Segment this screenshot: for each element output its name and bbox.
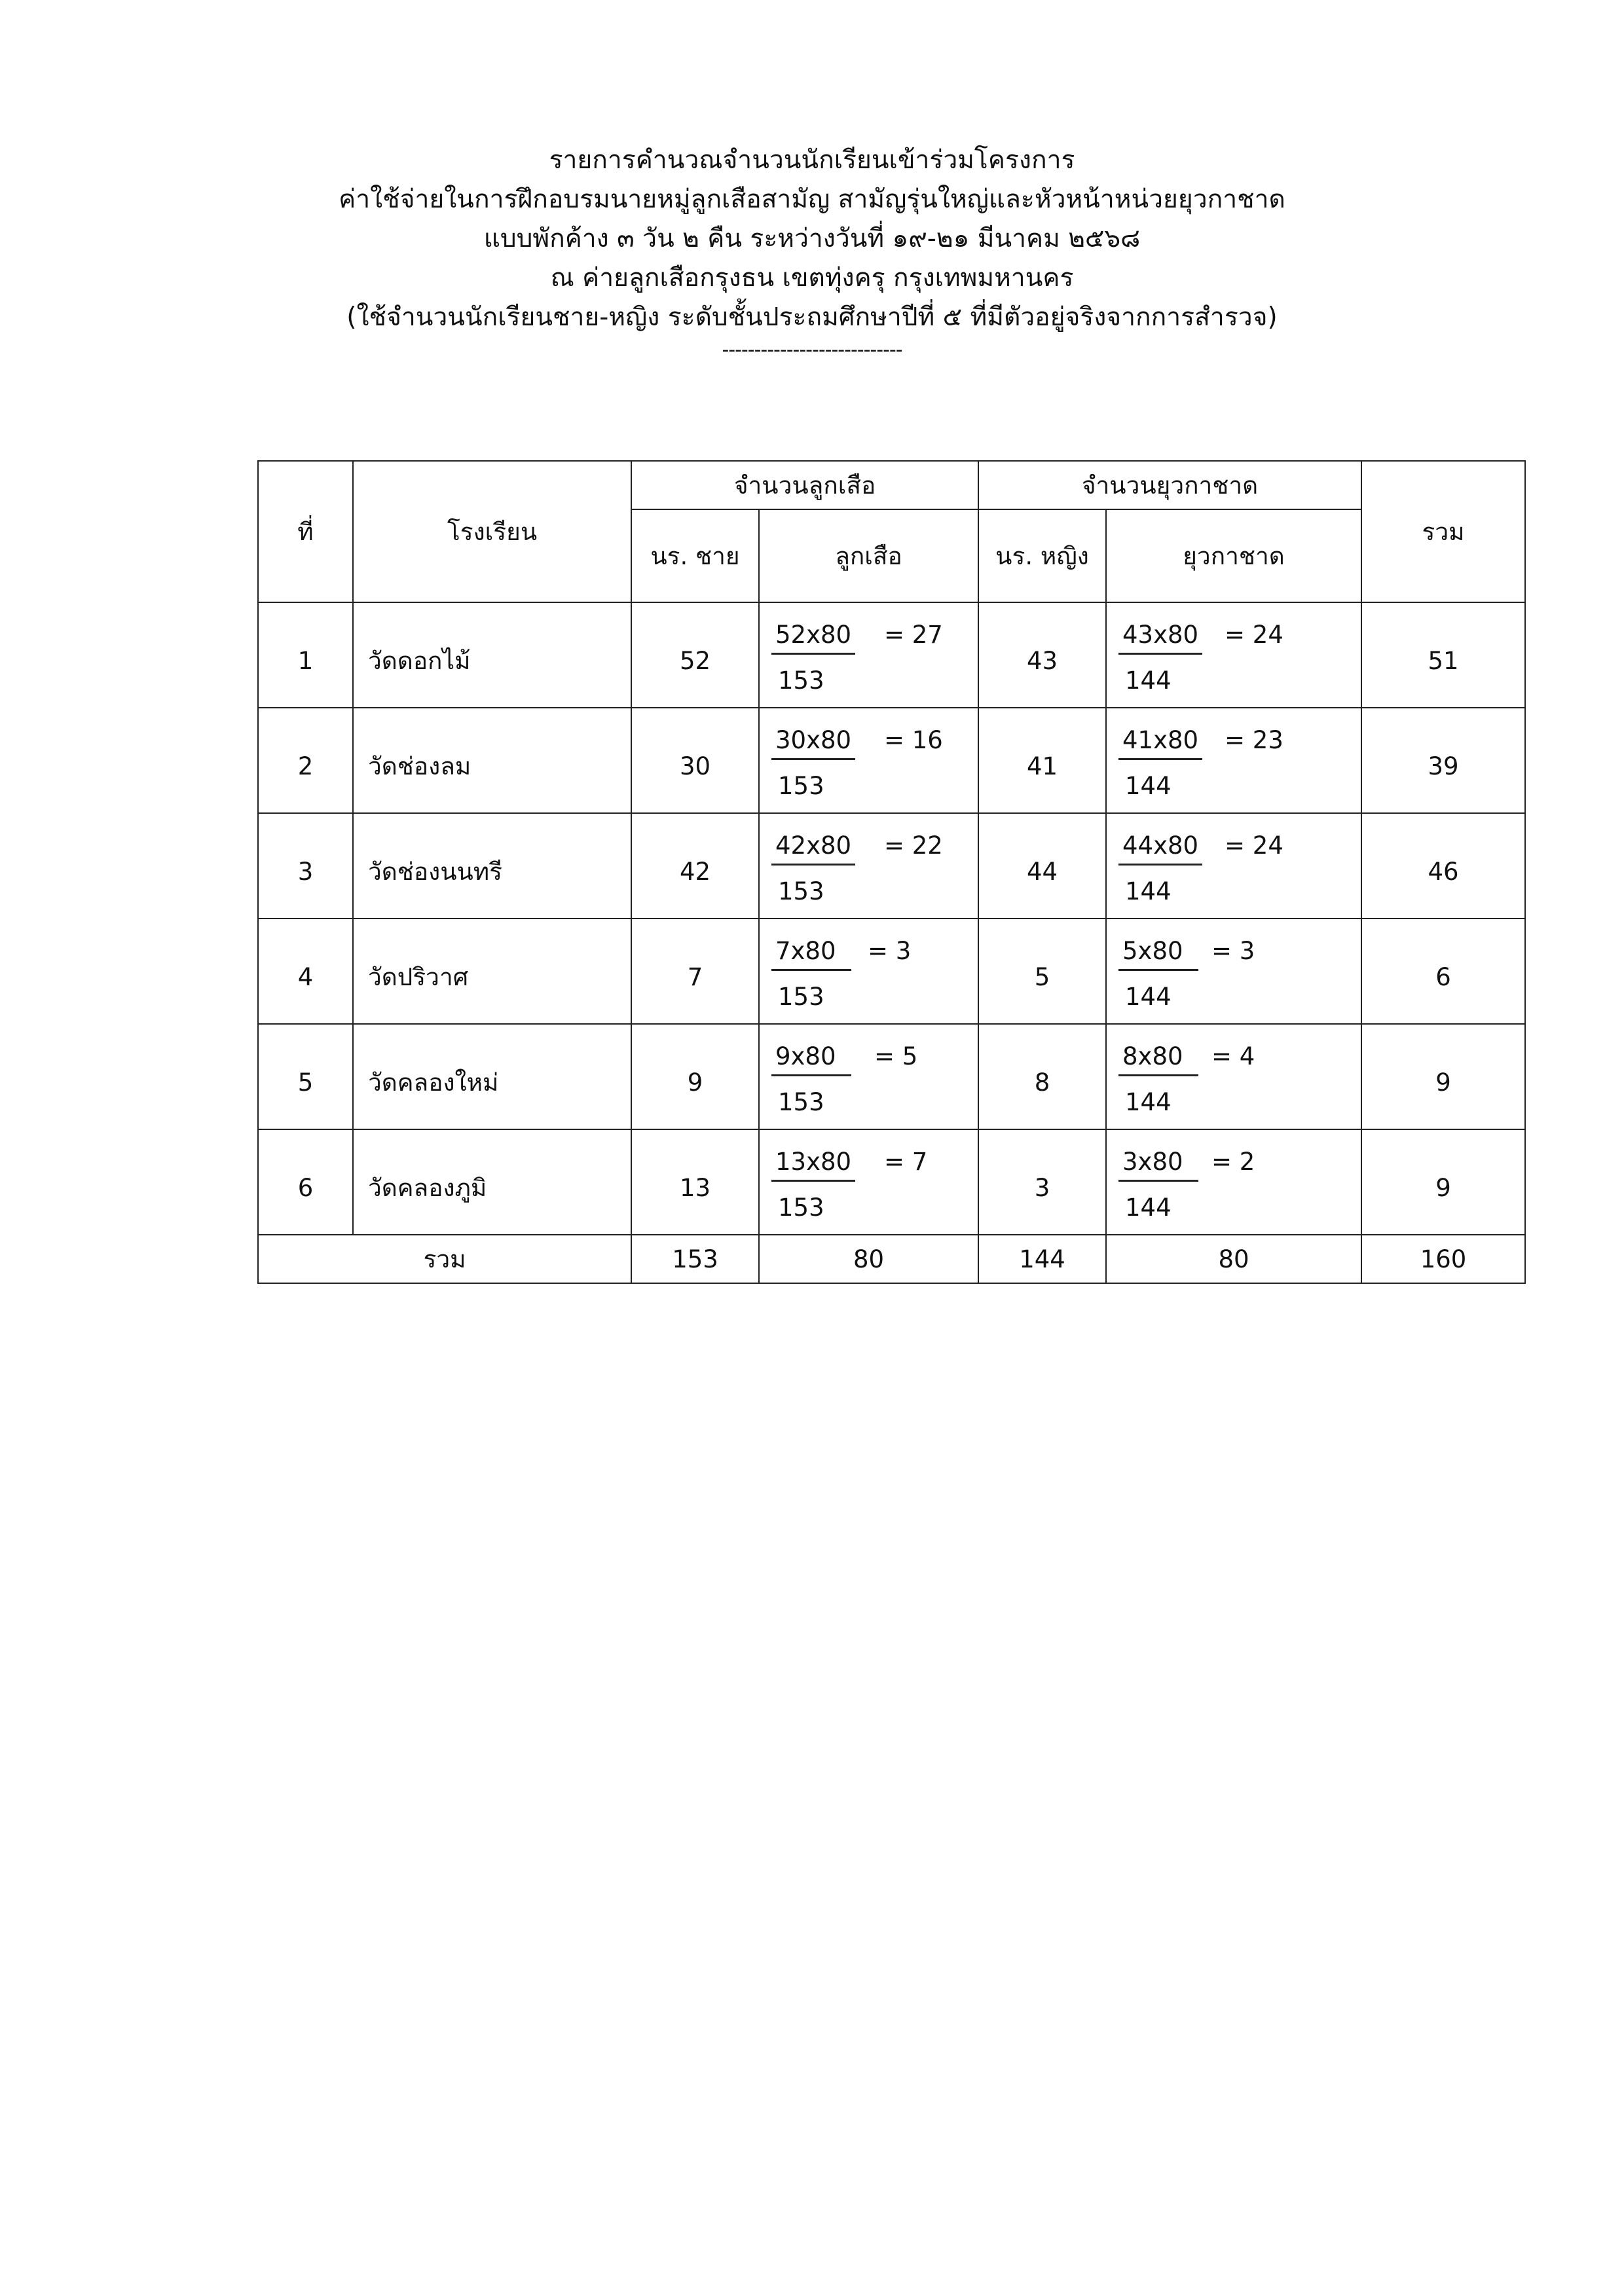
row-school: วัดดอกไม้ [353,602,631,708]
sum-redcross: 80 [1106,1235,1361,1283]
redcross-numerator: 43x80 [1118,621,1202,655]
row-female: 5 [978,919,1106,1024]
row-redcross-calc [1106,1129,1361,1235]
redcross-numerator: 5x80 [1118,937,1198,971]
row-scout-calc [759,919,978,1024]
scout-denominator: 153 [778,772,824,800]
row-school: วัดคลองใหม่ [353,1024,631,1129]
table-row [258,813,1525,919]
row-male: 42 [631,813,759,919]
row-male: 52 [631,602,759,708]
redcross-result: = 3 [1211,937,1255,965]
scout-denominator: 153 [778,666,824,695]
redcross-denominator: 144 [1125,983,1172,1011]
col-female-header: นร. หญิง [978,509,1106,602]
scout-numerator: 30x80 [771,726,855,760]
row-male: 9 [631,1024,759,1129]
table-row [258,919,1525,1024]
scout-denominator: 153 [778,1088,824,1116]
row-total: 9 [1361,1129,1525,1235]
col-male-header: นร. ชาย [631,509,759,602]
sum-total: 160 [1361,1235,1525,1283]
scout-result: = 22 [884,831,943,860]
scout-result: = 5 [874,1042,918,1070]
redcross-result: = 24 [1225,831,1283,860]
table-row [258,1129,1525,1235]
row-scout-calc [759,602,978,708]
title-line-1: รายการคำนวณจำนวนนักเรียนเข้าร่วมโครงการ [549,145,1075,175]
title-line-5: (ใช้จำนวนนักเรียนชาย-หญิง ระดับชั้นประถมศึกษาปีที่ ๕ ที่มีตัวอยู่จริงจากการสำรวจ) [346,302,1278,332]
scout-numerator: 13x80 [771,1148,855,1182]
redcross-numerator: 8x80 [1118,1042,1198,1076]
row-female: 43 [978,602,1106,708]
sum-scout: 80 [759,1235,978,1283]
row-total: 9 [1361,1024,1525,1129]
row-school: วัดช่องลม [353,708,631,813]
row-female: 44 [978,813,1106,919]
row-no: 4 [258,919,353,1024]
row-scout-calc [759,813,978,919]
row-school: วัดคลองภูมิ [353,1129,631,1235]
scout-numerator: 42x80 [771,831,855,866]
redcross-denominator: 144 [1125,1194,1172,1222]
redcross-numerator: 44x80 [1118,831,1202,866]
scout-result: = 27 [884,621,943,649]
scout-denominator: 153 [778,983,824,1011]
row-male: 30 [631,708,759,813]
title-line-2: ค่าใช้จ่ายในการฝึกอบรมนายหมู่ลูกเสือสามัญ สามัญรุ่นใหญ่และหัวหน้าหน่วยยุวกาชาด [339,185,1285,214]
row-female: 3 [978,1129,1106,1235]
redcross-numerator: 3x80 [1118,1148,1198,1182]
row-no: 1 [258,602,353,708]
redcross-denominator: 144 [1125,772,1172,800]
row-total: 6 [1361,919,1525,1024]
scout-result: = 3 [868,937,912,965]
redcross-denominator: 144 [1125,1088,1172,1116]
row-male: 7 [631,919,759,1024]
scout-result: = 7 [884,1148,928,1176]
row-no: 3 [258,813,353,919]
row-total: 39 [1361,708,1525,813]
redcross-denominator: 144 [1125,666,1172,695]
scout-result: = 16 [884,726,943,754]
col-total-header: รวม [1361,461,1525,602]
redcross-denominator: 144 [1125,877,1172,905]
scout-numerator: 7x80 [771,937,851,971]
table-row [258,708,1525,813]
table-row [258,602,1525,708]
row-scout-calc [759,1024,978,1129]
scout-denominator: 153 [778,1194,824,1222]
row-redcross-calc [1106,1024,1361,1129]
redcross-result: = 24 [1225,621,1283,649]
sum-label: รวม [258,1235,631,1283]
col-school-header: โรงเรียน [353,461,631,602]
col-no-header: ที่ [258,461,353,602]
row-redcross-calc [1106,708,1361,813]
student-count-table [257,460,1526,1284]
row-redcross-calc [1106,602,1361,708]
group-scout-header: จำนวนลูกเสือ [631,461,978,509]
row-scout-calc [759,708,978,813]
redcross-result: = 4 [1211,1042,1255,1070]
scout-denominator: 153 [778,877,824,905]
row-scout-calc [759,1129,978,1235]
row-total: 51 [1361,602,1525,708]
row-no: 2 [258,708,353,813]
row-no: 5 [258,1024,353,1129]
table-row [258,1024,1525,1129]
col-scout-header: ลูกเสือ [759,509,978,602]
scout-numerator: 52x80 [771,621,855,655]
sum-male: 153 [631,1235,759,1283]
row-redcross-calc [1106,919,1361,1024]
row-female: 8 [978,1024,1106,1129]
redcross-numerator: 41x80 [1118,726,1202,760]
row-total: 46 [1361,813,1525,919]
redcross-result: = 23 [1225,726,1283,754]
row-redcross-calc [1106,813,1361,919]
group-redcross-header: จำนวนยุวกาชาด [978,461,1361,509]
scout-numerator: 9x80 [771,1042,851,1076]
col-redcross-header: ยุวกาชาด [1106,509,1361,602]
sum-row [258,1235,1525,1283]
document-header [0,141,1624,363]
title-separator: ---------------------------- [722,338,902,361]
row-school: วัดปริวาศ [353,919,631,1024]
redcross-result: = 2 [1211,1148,1255,1176]
row-school: วัดช่องนนทรี [353,813,631,919]
row-no: 6 [258,1129,353,1235]
sum-female: 144 [978,1235,1106,1283]
row-male: 13 [631,1129,759,1235]
title-line-3: แบบพักค้าง ๓ วัน ๒ คืน ระหว่างวันที่ ๑๙-๒๑ มีนาคม ๒๕๖๘ [483,224,1141,253]
row-female: 41 [978,708,1106,813]
title-line-4: ณ ค่ายลูกเสือกรุงธน เขตทุ่งครุ กรุงเทพมหานคร [550,263,1074,293]
